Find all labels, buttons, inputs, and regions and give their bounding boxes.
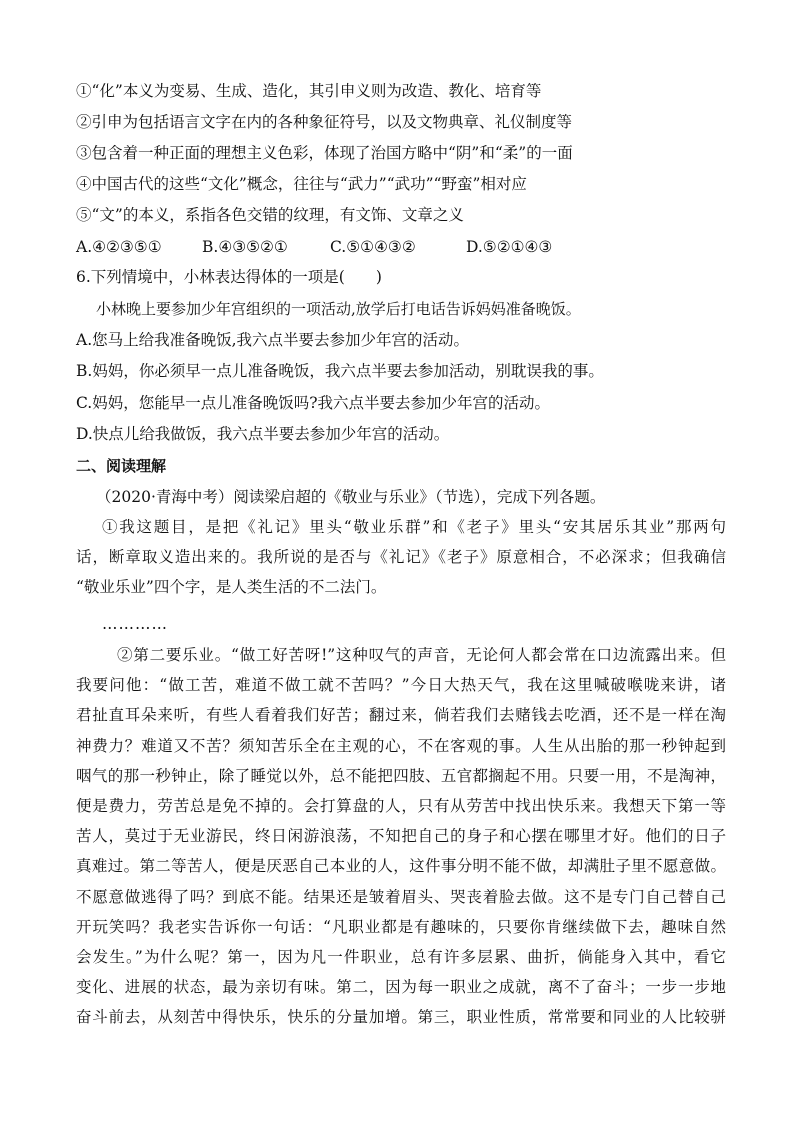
paragraph-1-line: “敬业乐业”四个字，是人类生活的不二法门。	[76, 578, 387, 597]
paragraph-1	[76, 512, 726, 603]
paragraph-2-line: ②第二要乐业。“做工好苦呀!”这种叹气的声音，无论何人都会常在口边流露出来。但	[117, 646, 726, 664]
paragraph-2-line: 苦人，莫过于无业游民，终日闲游浪荡，不知把自己的身子和心摆在哪里才好。他们的日子	[76, 827, 726, 846]
answer-d: D.快点儿给我做饭，我六点半要去参加少年宫的活动。	[76, 425, 450, 443]
paragraph-1-line: 话，断章取义造出来的。我所说的是否与《礼记》《老子》原意相合，不必深求；但我确信	[76, 548, 726, 567]
choice-a: A.④②③⑤①	[76, 238, 162, 256]
paragraph-2	[76, 640, 726, 1033]
answer-b: B.妈妈，你必须早一点儿准备晚饭，我六点半要去参加活动，别耽误我的事。	[76, 362, 604, 380]
answer-c: C.妈妈，您能早一点儿准备晚饭吗?我六点半要去参加少年宫的活动。	[76, 394, 551, 412]
option-2: ②引申为包括语言文字在内的各种象征符号，以及文物典章、礼仪制度等	[76, 113, 573, 131]
paragraph-2-line: 不愿意做逃得了吗？到底不能。结果还是皱着眉头、哭丧着脸去做。这不是专门自己替自己	[76, 887, 726, 906]
option-3: ③包含着一种正面的理想主义色彩，体现了治国方略中“阴”和“柔”的一面	[76, 144, 573, 162]
question-6-context: 小林晚上要参加少年宫组织的一项活动,放学后打电话告诉妈妈准备晚饭。	[96, 300, 581, 318]
ellipsis: …………	[102, 615, 168, 633]
choice-b: B.④③⑤②①	[202, 238, 288, 256]
paragraph-2-line: 开玩笑吗？我老实告诉你一句话：“凡职业都是有趣味的，只要你肯继续做下去，趣味自然	[76, 917, 726, 936]
answer-a: A.您马上给我准备晚饭,我六点半要去参加少年宫的活动。	[76, 331, 470, 349]
paragraph-2-line: 神费力？难道又不苦？须知苦乐全在主观的心，不在客观的事。人生从出胎的那一秒钟起到	[76, 736, 726, 755]
choice-c: C.⑤①④③②	[330, 238, 416, 256]
paragraph-2-line: 变化、进展的状态，最为亲切有味。第二，因为每一职业之成就，离不了奋斗；一步一步地	[76, 978, 726, 997]
paragraph-2-line: 我要问他：“做工苦，难道不做工就不苦吗？”今日大热天气，我在这里喊破喉咙来讲，诸	[76, 676, 726, 695]
section-intro: （2020·青海中考）阅读梁启超的《敬业与乐业》（节选），完成下列各题。	[96, 488, 606, 506]
paragraph-2-line: 君扯直耳朵来听，有些人看着我们好苦；翻过来，倘若我们去赌钱去吃酒，还不是一样在淘	[76, 706, 726, 725]
option-4: ④中国古代的这些“文化”概念，往往与“武力”“武功”“野蛮”相对应	[76, 175, 527, 193]
section-heading: 二、阅读理解	[76, 457, 167, 475]
option-1: ①“化”本义为变易、生成、造化，其引申义则为改造、教化、培育等	[76, 82, 542, 100]
paragraph-1-line: ①我这题目，是把《礼记》里头“敬业乐群”和《老子》里头“安其居乐其业”那两句	[102, 518, 726, 536]
paragraph-2-line: 奋斗前去，从刻苦中得快乐，快乐的分量加增。第三，职业性质，常常要和同业的人比较骈	[76, 1008, 726, 1027]
paragraph-2-line: 便是费力，劳苦总是免不掉的。会打算盘的人，只有从劳苦中找出快乐来。我想天下第一等	[76, 797, 726, 816]
paragraph-2-line: 咽气的那一秒钟止，除了睡觉以外，总不能把四肢、五官都搁起不用。只要一用，不是淘神，	[76, 766, 726, 785]
question-6-stem: 6.下列情境中，小林表达得体的一项是( )	[76, 268, 382, 286]
paragraph-2-line: 真难过。第二等苦人，便是厌恶自己本业的人，这件事分明不能不做，却满肚子里不愿意做。	[76, 857, 726, 876]
choice-d: D.⑤②①④③	[466, 238, 553, 256]
paragraph-2-line: 会发生。”为什么呢？第一，因为凡一件职业，总有许多层累、曲折，倘能身入其中，看它	[76, 948, 726, 967]
option-5: ⑤“文”的本义，系指各色交错的纹理，有文饰、文章之义	[76, 206, 464, 224]
